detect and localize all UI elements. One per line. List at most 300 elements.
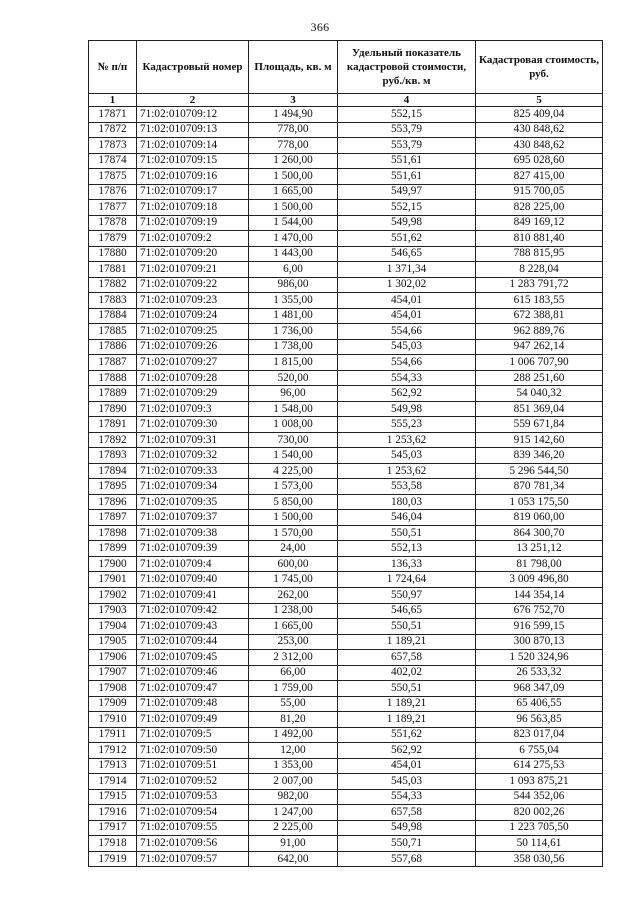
cadastral-number-cell: 71:02:010709:44 xyxy=(137,634,249,650)
cadastral-value-cell: 870 781,34 xyxy=(476,479,603,495)
row-number-cell: 17874 xyxy=(89,153,137,169)
table-row xyxy=(89,619,603,635)
row-number-cell: 17890 xyxy=(89,401,137,417)
page-number: 366 xyxy=(310,20,330,34)
area-cell: 6,00 xyxy=(249,262,338,278)
table-row xyxy=(89,712,603,728)
cadastral-value-cell: 1 093 875,21 xyxy=(476,774,603,790)
unit-value-cell: 562,92 xyxy=(338,743,476,759)
cadastral-value-cell: 5 296 544,50 xyxy=(476,463,603,479)
cadastral-value-cell: 695 028,60 xyxy=(476,153,603,169)
unit-value-cell: 546,65 xyxy=(338,246,476,262)
cadastral-number-cell: 71:02:010709:45 xyxy=(137,650,249,666)
area-cell: 1 500,00 xyxy=(249,510,338,526)
row-number-cell: 17915 xyxy=(89,789,137,805)
row-number-cell: 17914 xyxy=(89,774,137,790)
area-cell: 2 225,00 xyxy=(249,820,338,836)
unit-value-cell: 1 371,34 xyxy=(338,262,476,278)
unit-value-cell: 551,62 xyxy=(338,231,476,247)
cadastral-number-cell: 71:02:010709:18 xyxy=(137,200,249,216)
row-number-cell: 17873 xyxy=(89,138,137,154)
unit-value-cell: 1 189,21 xyxy=(338,712,476,728)
cadastral-number-cell: 71:02:010709:35 xyxy=(137,494,249,510)
header-row-number: № п/п xyxy=(89,41,137,94)
cadastral-number-cell: 71:02:010709:49 xyxy=(137,712,249,728)
cadastral-number-cell: 71:02:010709:19 xyxy=(137,215,249,231)
row-number-cell: 17913 xyxy=(89,758,137,774)
header-cadastral-value: Кадастровая стоимость, руб. xyxy=(476,41,603,94)
area-cell: 986,00 xyxy=(249,277,338,293)
unit-value-cell: 552,13 xyxy=(338,541,476,557)
unit-value-cell: 545,03 xyxy=(338,339,476,355)
table-row xyxy=(89,665,603,681)
cadastral-value-cell: 559 671,84 xyxy=(476,417,603,433)
table-row xyxy=(89,169,603,185)
cadastral-number-cell: 71:02:010709:28 xyxy=(137,370,249,386)
row-number-cell: 17876 xyxy=(89,184,137,200)
table-row xyxy=(89,634,603,650)
row-number-cell: 17885 xyxy=(89,324,137,340)
row-number-cell: 17902 xyxy=(89,587,137,603)
cadastral-value-cell: 819 060,00 xyxy=(476,510,603,526)
table-row xyxy=(89,293,603,309)
table-row xyxy=(89,370,603,386)
row-number-cell: 17909 xyxy=(89,696,137,712)
unit-value-cell: 554,66 xyxy=(338,324,476,340)
cadastral-value-cell: 1 006 707,90 xyxy=(476,355,603,371)
unit-value-cell: 554,33 xyxy=(338,789,476,805)
unit-value-cell: 552,15 xyxy=(338,107,476,123)
cadastral-number-cell: 71:02:010709:57 xyxy=(137,851,249,867)
area-cell: 1 548,00 xyxy=(249,401,338,417)
table-row xyxy=(89,836,603,852)
cadastral-value-cell: 614 275,53 xyxy=(476,758,603,774)
area-cell: 91,00 xyxy=(249,836,338,852)
table-row xyxy=(89,525,603,541)
cadastral-number-cell: 71:02:010709:47 xyxy=(137,681,249,697)
cadastral-value-cell: 915 142,60 xyxy=(476,432,603,448)
table-row xyxy=(89,432,603,448)
unit-value-cell: 1 253,62 xyxy=(338,432,476,448)
area-cell: 1 573,00 xyxy=(249,479,338,495)
cadastral-value-cell: 65 406,55 xyxy=(476,696,603,712)
row-number-cell: 17911 xyxy=(89,727,137,743)
row-number-cell: 17878 xyxy=(89,215,137,231)
row-number-cell: 17888 xyxy=(89,370,137,386)
cadastral-number-cell: 71:02:010709:50 xyxy=(137,743,249,759)
cadastral-value-cell: 13 251,12 xyxy=(476,541,603,557)
table-row xyxy=(89,324,603,340)
area-cell: 55,00 xyxy=(249,696,338,712)
cadastral-number-cell: 71:02:010709:43 xyxy=(137,619,249,635)
cadastral-value-cell: 430 848,62 xyxy=(476,122,603,138)
column-index: 3 xyxy=(249,94,338,107)
unit-value-cell: 454,01 xyxy=(338,293,476,309)
row-number-cell: 17891 xyxy=(89,417,137,433)
table-row xyxy=(89,386,603,402)
cadastral-number-cell: 71:02:010709:23 xyxy=(137,293,249,309)
cadastral-value-cell: 810 881,40 xyxy=(476,231,603,247)
area-cell: 1 738,00 xyxy=(249,339,338,355)
table-row xyxy=(89,681,603,697)
row-number-cell: 17898 xyxy=(89,525,137,541)
cadastral-number-cell: 71:02:010709:30 xyxy=(137,417,249,433)
area-cell: 4 225,00 xyxy=(249,463,338,479)
header-unit-value: Удельный показатель кадастровой стоимости, руб./кв. м xyxy=(338,41,476,94)
area-cell: 1 500,00 xyxy=(249,200,338,216)
cadastral-number-cell: 71:02:010709:4 xyxy=(137,556,249,572)
column-index: 2 xyxy=(137,94,249,107)
table-header-row xyxy=(89,41,603,94)
cadastral-number-cell: 71:02:010709:25 xyxy=(137,324,249,340)
cadastral-value-cell: 916 599,15 xyxy=(476,619,603,635)
cadastral-number-cell: 71:02:010709:42 xyxy=(137,603,249,619)
unit-value-cell: 557,68 xyxy=(338,851,476,867)
table-row xyxy=(89,339,603,355)
row-number-cell: 17908 xyxy=(89,681,137,697)
unit-value-cell: 136,33 xyxy=(338,556,476,572)
cadastral-number-cell: 71:02:010709:13 xyxy=(137,122,249,138)
unit-value-cell: 554,66 xyxy=(338,355,476,371)
header-area: Площадь, кв. м xyxy=(249,41,338,94)
cadastral-value-cell: 300 870,13 xyxy=(476,634,603,650)
table-row xyxy=(89,153,603,169)
table-row xyxy=(89,122,603,138)
unit-value-cell: 454,01 xyxy=(338,308,476,324)
row-number-cell: 17907 xyxy=(89,665,137,681)
cadastral-value-cell: 947 262,14 xyxy=(476,339,603,355)
area-cell: 66,00 xyxy=(249,665,338,681)
cadastral-number-cell: 71:02:010709:12 xyxy=(137,107,249,123)
table-row xyxy=(89,463,603,479)
table-row xyxy=(89,572,603,588)
row-number-cell: 17912 xyxy=(89,743,137,759)
cadastral-value-cell: 81 798,00 xyxy=(476,556,603,572)
cadastral-number-cell: 71:02:010709:16 xyxy=(137,169,249,185)
row-number-cell: 17893 xyxy=(89,448,137,464)
area-cell: 2 312,00 xyxy=(249,650,338,666)
table-row xyxy=(89,587,603,603)
row-number-cell: 17904 xyxy=(89,619,137,635)
area-cell: 1 494,90 xyxy=(249,107,338,123)
area-cell: 81,20 xyxy=(249,712,338,728)
cadastral-number-cell: 71:02:010709:2 xyxy=(137,231,249,247)
row-number-cell: 17880 xyxy=(89,246,137,262)
table-body xyxy=(89,107,603,867)
table-row xyxy=(89,262,603,278)
cadastral-number-cell: 71:02:010709:31 xyxy=(137,432,249,448)
cadastral-number-cell: 71:02:010709:55 xyxy=(137,820,249,836)
cadastral-value-cell: 615 183,55 xyxy=(476,293,603,309)
area-cell: 778,00 xyxy=(249,122,338,138)
cadastral-number-cell: 71:02:010709:27 xyxy=(137,355,249,371)
row-number-cell: 17906 xyxy=(89,650,137,666)
unit-value-cell: 1 189,21 xyxy=(338,634,476,650)
row-number-cell: 17905 xyxy=(89,634,137,650)
area-cell: 1 745,00 xyxy=(249,572,338,588)
table-row xyxy=(89,789,603,805)
cadastral-value-cell: 3 009 496,80 xyxy=(476,572,603,588)
cadastral-value-cell: 968 347,09 xyxy=(476,681,603,697)
cadastral-number-cell: 71:02:010709:33 xyxy=(137,463,249,479)
cadastral-number-cell: 71:02:010709:51 xyxy=(137,758,249,774)
cadastral-number-cell: 71:02:010709:34 xyxy=(137,479,249,495)
unit-value-cell: 546,04 xyxy=(338,510,476,526)
unit-value-cell: 549,98 xyxy=(338,401,476,417)
table-row xyxy=(89,851,603,867)
area-cell: 1 759,00 xyxy=(249,681,338,697)
area-cell: 1 470,00 xyxy=(249,231,338,247)
row-number-cell: 17896 xyxy=(89,494,137,510)
row-number-cell: 17918 xyxy=(89,836,137,852)
cadastral-value-cell: 788 815,95 xyxy=(476,246,603,262)
row-number-cell: 17919 xyxy=(89,851,137,867)
table-row xyxy=(89,603,603,619)
row-number-cell: 17886 xyxy=(89,339,137,355)
table-row xyxy=(89,308,603,324)
table-row xyxy=(89,246,603,262)
area-cell: 96,00 xyxy=(249,386,338,402)
cadastral-number-cell: 71:02:010709:22 xyxy=(137,277,249,293)
cadastral-value-cell: 6 755,04 xyxy=(476,743,603,759)
unit-value-cell: 550,51 xyxy=(338,525,476,541)
cadastral-number-cell: 71:02:010709:32 xyxy=(137,448,249,464)
area-cell: 262,00 xyxy=(249,587,338,603)
area-cell: 520,00 xyxy=(249,370,338,386)
table-row xyxy=(89,401,603,417)
cadastral-number-cell: 71:02:010709:38 xyxy=(137,525,249,541)
cadastral-value-cell: 820 002,26 xyxy=(476,805,603,821)
area-cell: 1 260,00 xyxy=(249,153,338,169)
area-cell: 1 353,00 xyxy=(249,758,338,774)
unit-value-cell: 180,03 xyxy=(338,494,476,510)
cadastral-value-cell: 544 352,06 xyxy=(476,789,603,805)
row-number-cell: 17871 xyxy=(89,107,137,123)
row-number-cell: 17895 xyxy=(89,479,137,495)
column-index-row xyxy=(89,94,603,107)
unit-value-cell: 1 302,02 xyxy=(338,277,476,293)
table-row xyxy=(89,184,603,200)
cadastral-number-cell: 71:02:010709:17 xyxy=(137,184,249,200)
cadastral-value-cell: 96 563,85 xyxy=(476,712,603,728)
cadastral-value-cell: 1 053 175,50 xyxy=(476,494,603,510)
table-row xyxy=(89,231,603,247)
cadastral-value-cell: 823 017,04 xyxy=(476,727,603,743)
table-row xyxy=(89,138,603,154)
cadastral-value-cell: 915 700,05 xyxy=(476,184,603,200)
cadastral-number-cell: 71:02:010709:29 xyxy=(137,386,249,402)
column-index: 4 xyxy=(338,94,476,107)
row-number-cell: 17892 xyxy=(89,432,137,448)
area-cell: 2 007,00 xyxy=(249,774,338,790)
area-cell: 982,00 xyxy=(249,789,338,805)
area-cell: 1 247,00 xyxy=(249,805,338,821)
row-number-cell: 17899 xyxy=(89,541,137,557)
unit-value-cell: 555,23 xyxy=(338,417,476,433)
unit-value-cell: 551,61 xyxy=(338,153,476,169)
area-cell: 1 443,00 xyxy=(249,246,338,262)
table-row xyxy=(89,200,603,216)
area-cell: 1 355,00 xyxy=(249,293,338,309)
cadastral-value-table xyxy=(88,40,603,867)
table-row xyxy=(89,556,603,572)
cadastral-value-cell: 828 225,00 xyxy=(476,200,603,216)
unit-value-cell: 657,58 xyxy=(338,805,476,821)
area-cell: 1 540,00 xyxy=(249,448,338,464)
cadastral-value-cell: 8 228,04 xyxy=(476,262,603,278)
area-cell: 12,00 xyxy=(249,743,338,759)
table-row xyxy=(89,479,603,495)
row-number-cell: 17917 xyxy=(89,820,137,836)
cadastral-number-cell: 71:02:010709:5 xyxy=(137,727,249,743)
area-cell: 1 500,00 xyxy=(249,169,338,185)
cadastral-number-cell: 71:02:010709:53 xyxy=(137,789,249,805)
unit-value-cell: 550,71 xyxy=(338,836,476,852)
area-cell: 730,00 xyxy=(249,432,338,448)
cadastral-number-cell: 71:02:010709:15 xyxy=(137,153,249,169)
cadastral-value-cell: 288 251,60 xyxy=(476,370,603,386)
table-row xyxy=(89,774,603,790)
area-cell: 778,00 xyxy=(249,138,338,154)
cadastral-number-cell: 71:02:010709:24 xyxy=(137,308,249,324)
table-row xyxy=(89,355,603,371)
row-number-cell: 17877 xyxy=(89,200,137,216)
cadastral-number-cell: 71:02:010709:26 xyxy=(137,339,249,355)
cadastral-value-cell: 1 223 705,50 xyxy=(476,820,603,836)
cadastral-value-cell: 839 346,20 xyxy=(476,448,603,464)
cadastral-number-cell: 71:02:010709:52 xyxy=(137,774,249,790)
cadastral-number-cell: 71:02:010709:56 xyxy=(137,836,249,852)
area-cell: 1 665,00 xyxy=(249,184,338,200)
unit-value-cell: 657,58 xyxy=(338,650,476,666)
cadastral-value-cell: 26 533,32 xyxy=(476,665,603,681)
unit-value-cell: 545,03 xyxy=(338,448,476,464)
column-index: 5 xyxy=(476,94,603,107)
cadastral-number-cell: 71:02:010709:40 xyxy=(137,572,249,588)
unit-value-cell: 549,98 xyxy=(338,820,476,836)
cadastral-number-cell: 71:02:010709:37 xyxy=(137,510,249,526)
unit-value-cell: 549,97 xyxy=(338,184,476,200)
cadastral-number-cell: 71:02:010709:14 xyxy=(137,138,249,154)
area-cell: 24,00 xyxy=(249,541,338,557)
area-cell: 1 570,00 xyxy=(249,525,338,541)
cadastral-number-cell: 71:02:010709:21 xyxy=(137,262,249,278)
row-number-cell: 17889 xyxy=(89,386,137,402)
row-number-cell: 17872 xyxy=(89,122,137,138)
table-row xyxy=(89,727,603,743)
cadastral-number-cell: 71:02:010709:3 xyxy=(137,401,249,417)
cadastral-value-cell: 144 354,14 xyxy=(476,587,603,603)
cadastral-value-cell: 827 415,00 xyxy=(476,169,603,185)
cadastral-value-cell: 1 520 324,96 xyxy=(476,650,603,666)
table-row xyxy=(89,805,603,821)
unit-value-cell: 550,97 xyxy=(338,587,476,603)
cadastral-value-cell: 358 030,56 xyxy=(476,851,603,867)
unit-value-cell: 1 253,62 xyxy=(338,463,476,479)
cadastral-value-cell: 672 388,81 xyxy=(476,308,603,324)
cadastral-number-cell: 71:02:010709:48 xyxy=(137,696,249,712)
unit-value-cell: 1 724,64 xyxy=(338,572,476,588)
cadastral-value-cell: 864 300,70 xyxy=(476,525,603,541)
row-number-cell: 17901 xyxy=(89,572,137,588)
table-row xyxy=(89,758,603,774)
unit-value-cell: 551,61 xyxy=(338,169,476,185)
table-row xyxy=(89,541,603,557)
cadastral-value-cell: 962 889,76 xyxy=(476,324,603,340)
table-row xyxy=(89,743,603,759)
table-row xyxy=(89,650,603,666)
table-row xyxy=(89,417,603,433)
unit-value-cell: 1 189,21 xyxy=(338,696,476,712)
table-row xyxy=(89,820,603,836)
unit-value-cell: 545,03 xyxy=(338,774,476,790)
cadastral-number-cell: 71:02:010709:39 xyxy=(137,541,249,557)
area-cell: 600,00 xyxy=(249,556,338,572)
area-cell: 1 238,00 xyxy=(249,603,338,619)
cadastral-number-cell: 71:02:010709:41 xyxy=(137,587,249,603)
unit-value-cell: 552,15 xyxy=(338,200,476,216)
table-row xyxy=(89,277,603,293)
cadastral-value-cell: 676 752,70 xyxy=(476,603,603,619)
area-cell: 1 665,00 xyxy=(249,619,338,635)
table-row xyxy=(89,510,603,526)
row-number-cell: 17883 xyxy=(89,293,137,309)
unit-value-cell: 553,58 xyxy=(338,479,476,495)
area-cell: 1 544,00 xyxy=(249,215,338,231)
unit-value-cell: 551,62 xyxy=(338,727,476,743)
unit-value-cell: 549,98 xyxy=(338,215,476,231)
row-number-cell: 17894 xyxy=(89,463,137,479)
row-number-cell: 17875 xyxy=(89,169,137,185)
row-number-cell: 17881 xyxy=(89,262,137,278)
area-cell: 253,00 xyxy=(249,634,338,650)
header-cadastral-number: Кадастровый номер xyxy=(137,41,249,94)
table-row xyxy=(89,448,603,464)
cadastral-value-cell: 430 848,62 xyxy=(476,138,603,154)
table-row xyxy=(89,107,603,123)
cadastral-value-cell: 849 169,12 xyxy=(476,215,603,231)
table-row xyxy=(89,215,603,231)
table-row xyxy=(89,494,603,510)
area-cell: 1 815,00 xyxy=(249,355,338,371)
unit-value-cell: 562,92 xyxy=(338,386,476,402)
area-cell: 5 850,00 xyxy=(249,494,338,510)
row-number-cell: 17910 xyxy=(89,712,137,728)
unit-value-cell: 402,02 xyxy=(338,665,476,681)
row-number-cell: 17884 xyxy=(89,308,137,324)
unit-value-cell: 454,01 xyxy=(338,758,476,774)
unit-value-cell: 546,65 xyxy=(338,603,476,619)
cadastral-value-cell: 50 114,61 xyxy=(476,836,603,852)
row-number-cell: 17916 xyxy=(89,805,137,821)
area-cell: 1 008,00 xyxy=(249,417,338,433)
unit-value-cell: 553,79 xyxy=(338,122,476,138)
unit-value-cell: 550,51 xyxy=(338,681,476,697)
row-number-cell: 17900 xyxy=(89,556,137,572)
area-cell: 642,00 xyxy=(249,851,338,867)
column-index: 1 xyxy=(89,94,137,107)
cadastral-number-cell: 71:02:010709:20 xyxy=(137,246,249,262)
cadastral-value-cell: 851 369,04 xyxy=(476,401,603,417)
area-cell: 1 736,00 xyxy=(249,324,338,340)
unit-value-cell: 554,33 xyxy=(338,370,476,386)
row-number-cell: 17887 xyxy=(89,355,137,371)
cadastral-value-cell: 825 409,04 xyxy=(476,107,603,123)
table-row xyxy=(89,696,603,712)
cadastral-value-cell: 1 283 791,72 xyxy=(476,277,603,293)
unit-value-cell: 550,51 xyxy=(338,619,476,635)
row-number-cell: 17879 xyxy=(89,231,137,247)
